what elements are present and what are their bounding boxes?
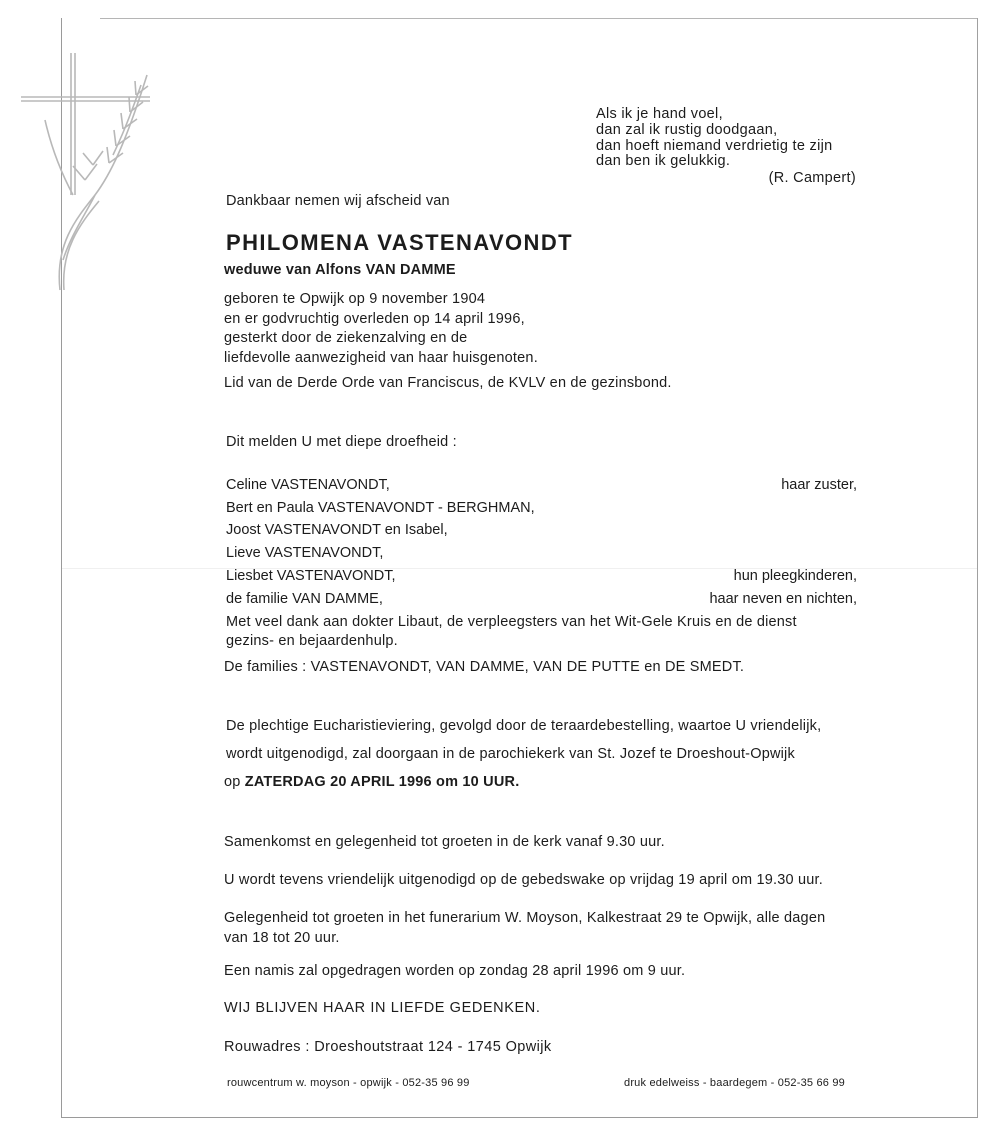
relative-6: de familie VAN DAMME, [226,591,383,607]
border-bottom [61,1117,978,1118]
service-line-2: wordt uitgenodigd, zal doorgaan in de parochiekerk van St. Jozef te Droeshout-Opwijk [226,746,795,762]
deceased-name: PHILOMENA VASTENAVONDT [226,230,573,255]
service-line-3 [224,774,519,790]
mass: Een namis zal opgedragen worden op zondag 28 april 1996 om 9 uur. [224,963,686,979]
relative-4: Lieve VASTENAVONDT, [226,545,384,561]
poem-line: dan ben ik gelukkig. [596,153,731,170]
families: De families : VASTENAVONDT, VAN DAMME, VAN DE PUTTE en DE SMEDT. [224,659,745,675]
intro-text: Dankbaar nemen wij afscheid van [226,193,450,209]
service-date: ZATERDAG 20 APRIL 1996 om 10 UUR. [244,774,520,790]
border-top [100,18,978,19]
thanks [226,613,797,651]
poem-line: dan hoeft niemand verdrietig te zijn [596,137,833,154]
funeral-home [224,909,825,948]
widow-of: weduwe van Alfons VAN DAMME [224,262,456,278]
bio-line: en er godvruchtig overleden op 14 april 1996, [224,310,525,327]
poem-author: (R. Campert) [768,170,856,187]
vigil: U wordt tevens vriendelijk uitgenodigd op de gebedswake op vrijdag 19 april om 19.30 uur. [224,872,823,888]
bio-line: gesterkt door de ziekenzalving en de [224,330,468,346]
funeral-home-line: van 18 tot 20 uur. [224,929,340,946]
service-line-1: De plechtige Eucharistieviering, gevolgd door de teraardebestelling, waartoe U vriendelijk, [226,718,822,734]
relative-3: Joost VASTENAVONDT en Isabel, [226,522,448,538]
address: Rouwadres : Droeshoutstraat 124 - 1745 Opwijk [224,1039,552,1055]
thanks-line: gezins- en bejaardenhulp. [226,633,398,649]
footer-right: druk edelweiss - baardegem - 052-35 66 99 [624,1077,845,1089]
membership: Lid van de Derde Orde van Franciscus, de KVLV en de gezinsbond. [224,375,672,391]
poem-line: dan zal ik rustig doodgaan, [596,121,778,138]
bio-line: geboren te Opwijk op 9 november 1904 [224,291,486,307]
relative-2: Bert en Paula VASTENAVONDT - BERGHMAN, [226,500,535,516]
footer-left: rouwcentrum w. moyson - opwijk - 052-35 96 99 [227,1077,470,1089]
funeral-home-line: Gelegenheid tot groeten in het funerarium W. Moyson, Kalkestraat 29 te Opwijk, alle dagen [224,910,826,926]
poem [596,107,856,187]
relative-6-role: haar neven en nichten, [709,591,857,607]
cross-with-wheat-icon [15,45,175,305]
border-right [977,18,978,1118]
service-prefix: op [224,774,241,790]
remember: WIJ BLIJVEN HAAR IN LIEFDE GEDENKEN. [224,1000,541,1016]
poem-line: Als ik je hand voel, [596,106,723,122]
relative-5-role: hun pleegkinderen, [733,568,857,584]
relative-1: Celine VASTENAVONDT, [226,477,390,493]
bio [224,290,538,368]
bio-line: liefdevolle aanwezigheid van haar huisgenoten. [224,349,538,366]
announce: Dit melden U met diepe droefheid : [226,434,457,450]
relative-5: Liesbet VASTENAVONDT, [226,568,396,584]
relative-1-role: haar zuster, [781,477,857,493]
thanks-line: Met veel dank aan dokter Libaut, de verpleegsters van het Wit-Gele Kruis en de dienst [226,614,797,630]
gathering: Samenkomst en gelegenheid tot groeten in de kerk vanaf 9.30 uur. [224,834,665,850]
